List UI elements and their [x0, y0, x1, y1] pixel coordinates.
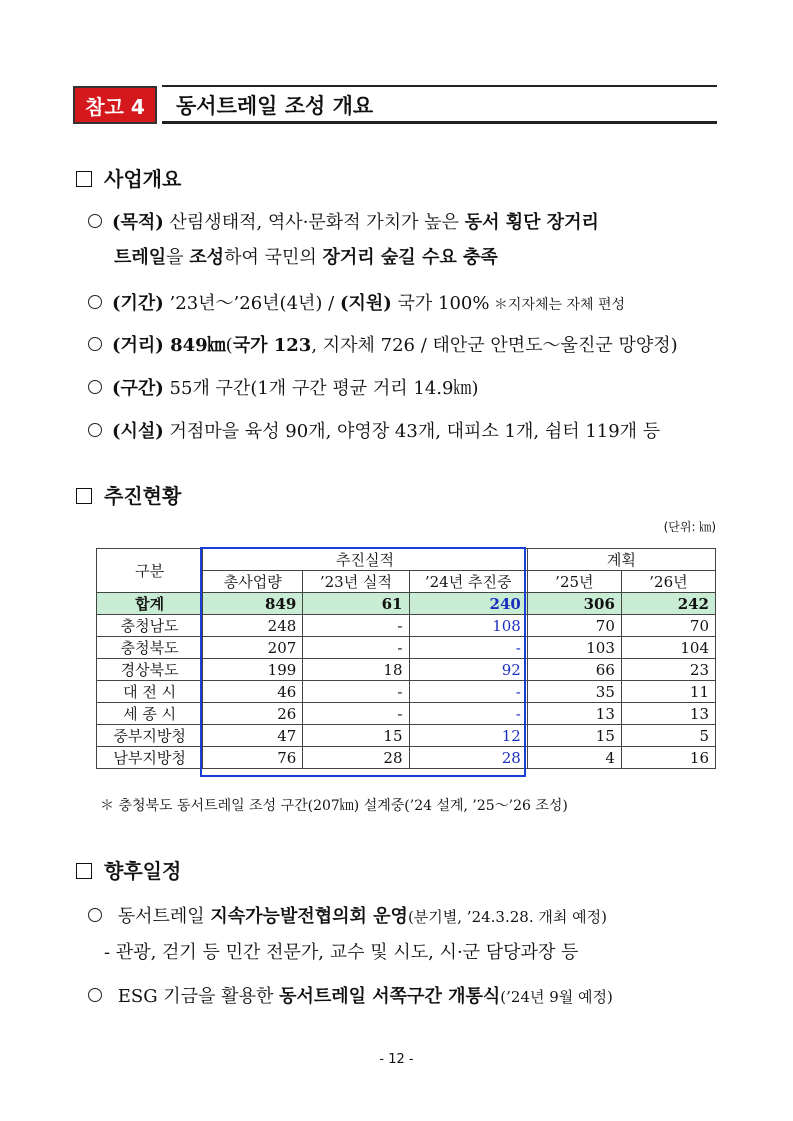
cell: 13 [527, 703, 621, 725]
cell: 46 [203, 681, 303, 703]
cell: 5 [621, 725, 715, 747]
circle-bullet-icon [88, 380, 102, 394]
cell: - [303, 615, 409, 637]
col-header-total: 총사업량 [203, 571, 303, 593]
overview-facilities: (시설) 거점마을 육성 90개, 야영장 43개, 대피소 1개, 쉼터 119개 등 [88, 417, 660, 443]
table-row [97, 659, 716, 681]
row-label: 충청남도 [97, 615, 203, 637]
table-row [97, 637, 716, 659]
cell: 12 [409, 725, 527, 747]
title-rule-bottom [162, 121, 717, 124]
schedule-item-council-detail: - 관광, 걷기 등 민간 전문가, 교수 및 시도, 시·군 담당과장 등 [104, 942, 579, 963]
cell: 18 [303, 659, 409, 681]
cell: 16 [621, 747, 715, 769]
cell: - [303, 681, 409, 703]
schedule-item-opening: ESG 기금을 활용한 동서트레일 서쪽구간 개통식(’24년 9월 예정) [88, 982, 613, 1008]
row-label: 경상북도 [97, 659, 203, 681]
cell: 242 [621, 593, 715, 615]
cell: - [303, 637, 409, 659]
group-header-actual: 추진실적 [203, 549, 528, 571]
cell: - [409, 703, 527, 725]
overview-distance: (거리) 849㎞(국가 123, 지자체 726 / 태안군 안면도～울진군 망양정) [88, 331, 678, 357]
section-heading-overview: 사업개요 [76, 163, 181, 192]
schedule-item-council: 동서트레일 지속가능발전협의회 운영(분기별, ’24.3.28. 개최 예정) [88, 902, 607, 928]
cell: 28 [303, 747, 409, 769]
overview-purpose-cont: 트레일을 조성하여 국민의 장거리 숲길 수요 충족 [114, 247, 498, 268]
cell: 4 [527, 747, 621, 769]
circle-bullet-icon [88, 214, 102, 228]
cell: - [409, 681, 527, 703]
cell: 15 [527, 725, 621, 747]
cell: 70 [621, 615, 715, 637]
row-label: 합계 [97, 593, 203, 615]
cell: 306 [527, 593, 621, 615]
group-header-plan: 계획 [527, 549, 715, 571]
cell: 11 [621, 681, 715, 703]
reference-label: 참고 4 [73, 86, 157, 124]
col-header-24: ’24년 추진중 [409, 571, 527, 593]
cell: 15 [303, 725, 409, 747]
circle-bullet-icon [88, 337, 102, 351]
row-label: 중부지방청 [97, 725, 203, 747]
table-row [97, 703, 716, 725]
circle-bullet-icon [88, 988, 102, 1002]
row-label: 남부지방청 [97, 747, 203, 769]
cell: 76 [203, 747, 303, 769]
cell: 849 [203, 593, 303, 615]
cell: 23 [621, 659, 715, 681]
circle-bullet-icon [88, 295, 102, 309]
overview-period: (기간) ’23년～’26년(4년) / (지원) 국가 100% ＊지자체는 자체 편성 [88, 289, 625, 315]
cell: 70 [527, 615, 621, 637]
table-row [97, 615, 716, 637]
overview-purpose: (목적) 산림생태적, 역사·문화적 가치가 높은 동서 횡단 장거리 [88, 208, 599, 234]
circle-bullet-icon [88, 908, 102, 922]
table-row [97, 725, 716, 747]
cell: 13 [621, 703, 715, 725]
table-unit: (단위: ㎞) [663, 520, 716, 534]
overview-sections: (구간) 55개 구간(1개 구간 평균 거리 14.9㎞) [88, 374, 479, 400]
section-heading-progress: 추진현황 [76, 480, 181, 509]
cell: 26 [203, 703, 303, 725]
cell: - [303, 703, 409, 725]
section-heading-schedule: 향후일정 [76, 855, 181, 884]
cell: 240 [409, 593, 527, 615]
cell: 66 [527, 659, 621, 681]
checkbox-square-icon [76, 863, 92, 879]
cell: 207 [203, 637, 303, 659]
row-label: 세 종 시 [97, 703, 203, 725]
cell: 47 [203, 725, 303, 747]
checkbox-square-icon [76, 171, 92, 187]
cell: 199 [203, 659, 303, 681]
circle-bullet-icon [88, 423, 102, 437]
cell: 61 [303, 593, 409, 615]
cell: 104 [621, 637, 715, 659]
page-title: 동서트레일 조성 개요 [176, 94, 374, 118]
col-header-23: ’23년 실적 [303, 571, 409, 593]
cell: 248 [203, 615, 303, 637]
col-header-category: 구분 [97, 549, 203, 593]
col-header-25: ’25년 [527, 571, 621, 593]
row-label: 대 전 시 [97, 681, 203, 703]
checkbox-square-icon [76, 488, 92, 504]
cell: 103 [527, 637, 621, 659]
table-row [97, 681, 716, 703]
cell: - [409, 637, 527, 659]
row-label: 충청북도 [97, 637, 203, 659]
page-number: - 12 - [379, 1052, 414, 1067]
table-row-sum [97, 593, 716, 615]
table-row [97, 747, 716, 769]
progress-table [96, 548, 716, 769]
cell: 35 [527, 681, 621, 703]
cell: 28 [409, 747, 527, 769]
cell: 108 [409, 615, 527, 637]
table-footnote: ＊ 충청북도 동서트레일 조성 구간(207㎞) 설계중(’24 설계, ’25～’26 조성) [100, 798, 568, 814]
cell: 92 [409, 659, 527, 681]
col-header-26: ’26년 [621, 571, 715, 593]
